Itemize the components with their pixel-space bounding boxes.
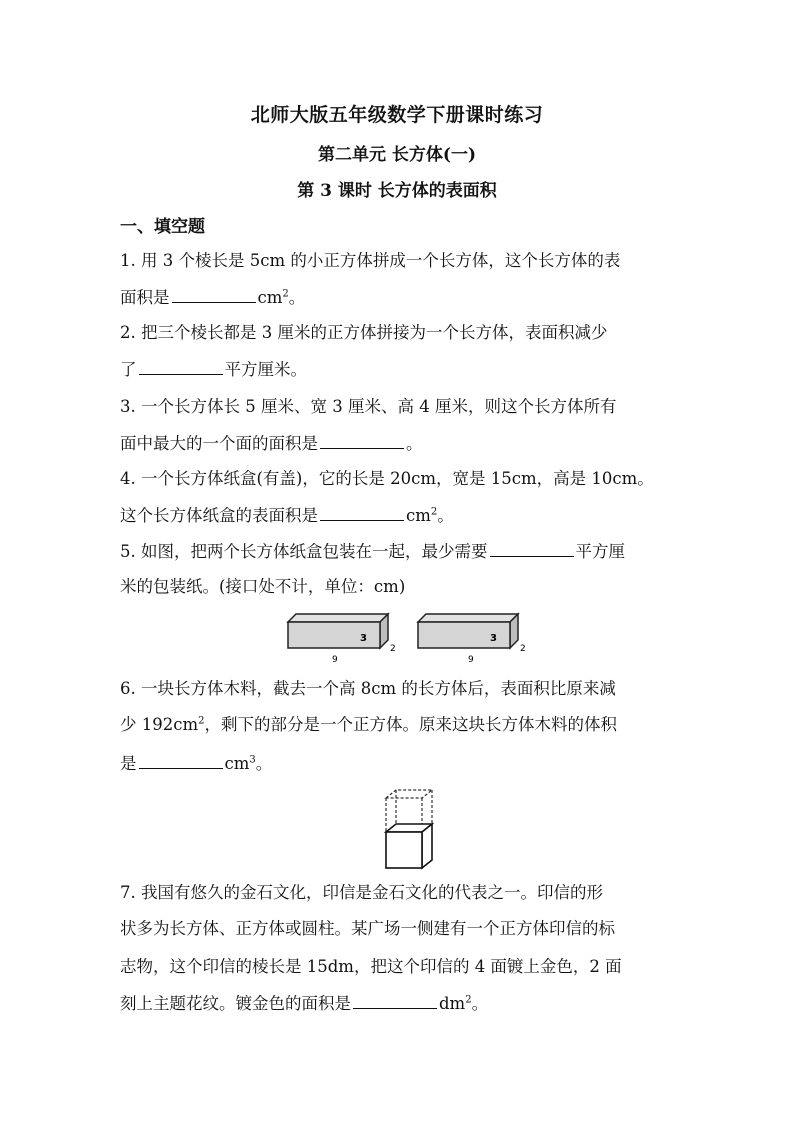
q6-answer-blank[interactable] [139, 752, 223, 769]
q5-box-left [288, 614, 396, 665]
q5-boxes-figure [282, 608, 532, 666]
q5-answer-blank[interactable] [490, 540, 574, 557]
q2-answer-blank[interactable] [139, 358, 223, 375]
q7-line2: 状多为长方体、正方体或圆柱。某广场一侧建有一个正方体印信的标 [120, 919, 615, 938]
q5-line1 [120, 540, 625, 563]
q7-answer-blank[interactable] [353, 992, 437, 1009]
q1-line1: 1. 用 3 个棱长是 5cm 的小正方体拼成一个长方体，这个长方体的表 [120, 251, 621, 270]
q2-text: 了 [120, 360, 137, 379]
q1-line2 [120, 286, 305, 309]
q6-unit: cm [224, 754, 250, 773]
q5-text-end: 平方厘 [575, 542, 625, 561]
q4-line2 [120, 504, 454, 527]
q7-line3: 志物，这个印信的棱长是 15dm，把这个印信的 4 面镀上金色，2 面 [120, 957, 622, 976]
q6-unit-exponent: 3 [249, 754, 256, 766]
q6-line3 [120, 752, 272, 775]
q7-end: 。 [471, 994, 489, 1013]
q5-left-width-label: 2 [390, 644, 396, 654]
q1-text: 面积是 [120, 288, 170, 307]
q6-unit-exponent-a: 2 [198, 715, 205, 727]
q7-line4 [120, 992, 488, 1015]
q4-unit-exponent: 2 [430, 506, 438, 518]
q1-unit: cm [257, 288, 283, 307]
page-title: 北师大版五年级数学下册课时练习 [250, 104, 544, 126]
q1-answer-blank[interactable] [172, 286, 256, 303]
q7-text: 刻上主题花纹。镀金色的面积是 [120, 994, 351, 1013]
q2-line1: 2. 把三个棱长都是 3 厘米的正方体拼接为一个长方体，表面积减少 [120, 323, 608, 342]
q3-line1: 3. 一个长方体长 5 厘米、宽 3 厘米、高 4 厘米，则这个长方体所有 [120, 397, 617, 416]
q3-text: 面中最大的一个面的面积是 [120, 434, 318, 453]
q2-line2 [120, 358, 307, 381]
q7-unit-exponent: 2 [465, 994, 472, 1006]
q6-end: 。 [255, 754, 273, 773]
q7-unit: dm [439, 994, 466, 1013]
q5-right-width-label: 2 [520, 644, 526, 654]
unit-title: 第二单元 长方体(一) [317, 145, 476, 165]
q5-left-height-label: 3 [360, 633, 367, 644]
q7-line1: 7. 我国有悠久的金石文化，印信是金石文化的代表之一。印信的形 [120, 883, 603, 902]
q5-line2: 米的包装纸。(接口处不计，单位：cm) [120, 577, 406, 596]
q6-text-c: 是 [120, 754, 137, 773]
q4-line1: 4. 一个长方体纸盒(有盖)，它的长是 20cm，宽是 15cm，高是 10cm。 [120, 469, 654, 488]
q6-cube-figure [378, 784, 438, 874]
q6-text-b: ，剩下的部分是一个正方体。原来这块长方体木料的体积 [204, 715, 618, 734]
section-title: 一、填空题 [120, 217, 205, 237]
q5-right-height-label: 3 [490, 633, 497, 644]
q1-end: 。 [288, 288, 306, 307]
q4-unit: cm [406, 506, 431, 525]
q5-right-length-label: 9 [468, 655, 474, 665]
q4-answer-blank[interactable] [320, 504, 404, 521]
q6-line1: 6. 一块长方体木料，截去一个高 8cm 的长方体后，表面积比原来减 [120, 679, 616, 698]
q1-unit-exponent: 2 [282, 288, 289, 300]
q3-line2 [120, 432, 423, 455]
q5-box-right [418, 614, 526, 665]
q6-line2 [120, 714, 617, 736]
q4-text: 这个长方体纸盒的表面积是 [120, 506, 318, 525]
q3-answer-blank[interactable] [320, 432, 404, 449]
q3-end: 。 [406, 434, 423, 453]
q5-left-length-label: 9 [332, 655, 338, 665]
lesson-title: 第 3 课时 长方体的表面积 [297, 181, 497, 201]
q5-text: 5. 如图，把两个长方体纸盒包装在一起，最少需要 [120, 542, 488, 561]
q2-end: 平方厘米。 [224, 360, 307, 379]
q4-end: 。 [437, 506, 454, 525]
q6-text-a: 少 192cm [120, 715, 199, 734]
